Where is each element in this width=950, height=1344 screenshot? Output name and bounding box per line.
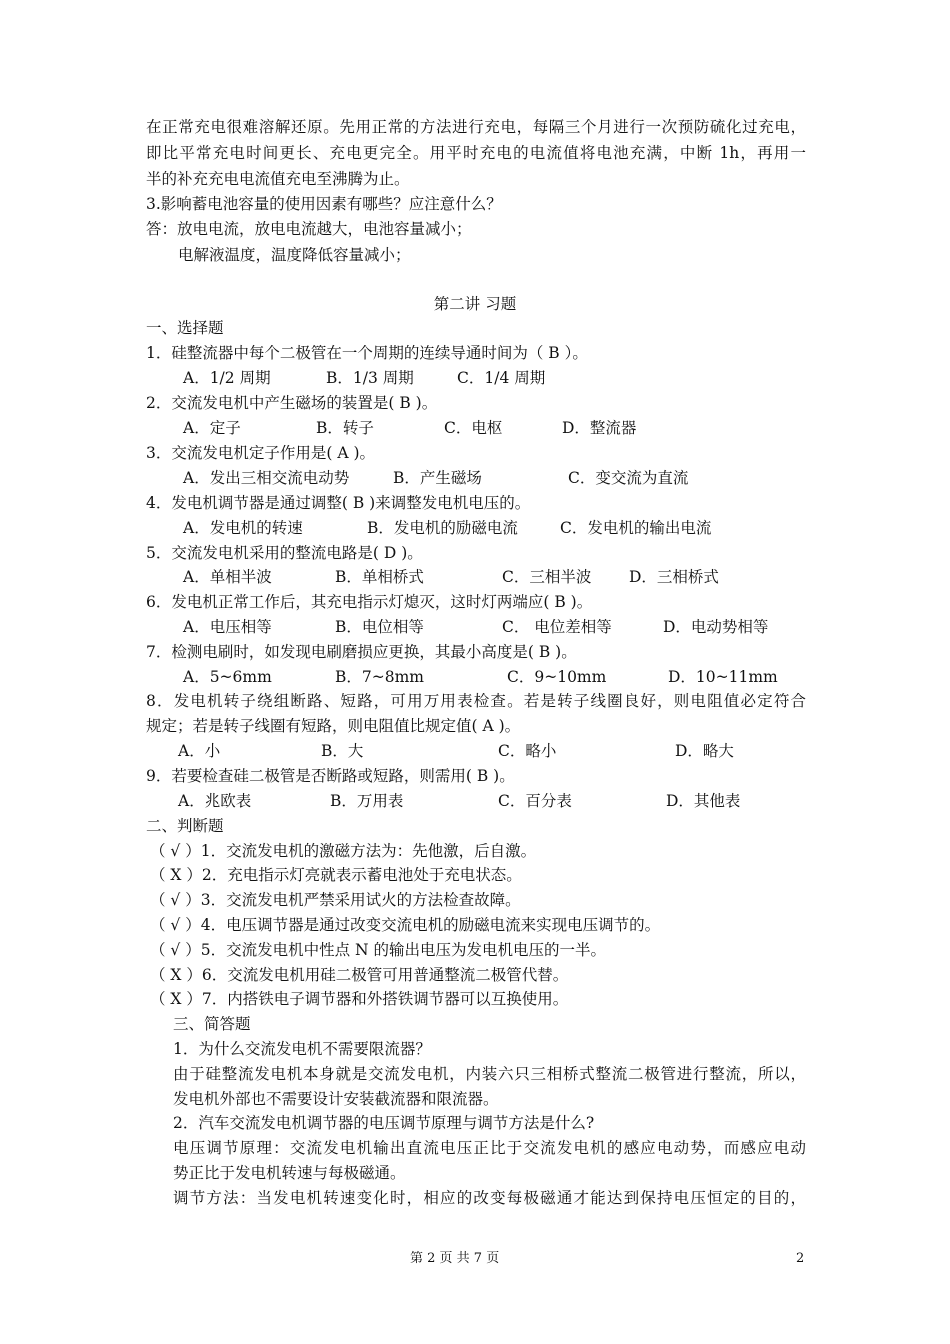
option-a: A．发出三相交流电动势 [183, 469, 350, 487]
answer-text: 电解液温度，温度降低容量减小； [178, 246, 411, 264]
question-text: 5．交流发电机采用的整流电路是( D )。 [146, 544, 423, 562]
question-text: 3．交流发电机定子作用是( A )。 [146, 444, 376, 462]
question-text: 8．发电机转子绕组断路、短路，可用万用表检查。若是转子线圈良好，则电阻值必定符合 [146, 692, 806, 710]
judge-item: （ X ）2．充电指示灯亮就表示蓄电池处于充电状态。 [150, 866, 522, 884]
option-c: C． 电位差相等 [502, 618, 612, 636]
judge-item: （ √ ）3．交流发电机严禁采用试火的方法检查故障。 [150, 891, 521, 909]
option-b: B．电位相等 [335, 618, 424, 636]
option-b: B．大 [321, 742, 364, 760]
option-b: B．发电机的励磁电流 [367, 519, 518, 537]
answer-text: 发电机外部也不需要设计安装截流器和限流器。 [173, 1090, 499, 1108]
option-c: C．9~10mm [507, 668, 607, 686]
answer-text: 答：放电电流，放电电流越大，电池容量减小； [146, 220, 472, 238]
option-b: B．产生磁场 [393, 469, 482, 487]
option-d: D．略大 [675, 742, 734, 760]
option-a: A．单相半波 [183, 568, 272, 586]
option-a: A．发电机的转速 [183, 519, 303, 537]
option-a: A．小 [178, 742, 221, 760]
option-c: C．三相半波 [502, 568, 592, 586]
question-text: 1．为什么交流发电机不需要限流器？ [173, 1040, 431, 1058]
answer-text: 势正比于发电机转速与每极磁通。 [173, 1164, 406, 1182]
judge-item: （ X ）6．交流发电机用硅二极管可用普通整流二极管代替。 [150, 966, 569, 984]
question-text: 4．发电机调节器是通过调整( B )来调整发电机电压的。 [146, 494, 531, 512]
option-a: A．电压相等 [183, 618, 272, 636]
section-heading: 一、选择题 [146, 319, 224, 337]
judge-item: （ X ）7．内搭铁电子调节器和外搭铁调节器可以互换使用。 [150, 990, 569, 1008]
option-d: D．其他表 [666, 792, 741, 810]
question-text: 9．若要检查硅二极管是否断路或短路，则需用( B )。 [146, 767, 515, 785]
answer-text: 电压调节原理：交流发电机输出直流电压正比于交流发电机的感应电动势，而感应电动 [173, 1139, 806, 1157]
paragraph-line: 在正常充电很难溶解还原。先用正常的方法进行充电，每隔三个月进行一次预防硫化过充电， [146, 118, 806, 136]
question-text: 7．检测电刷时，如发现电刷磨损应更换，其最小高度是( B )。 [146, 643, 577, 661]
option-b: B．1/3 周期 [326, 369, 414, 387]
answer-text: 调节方法：当发电机转速变化时，相应的改变每极磁通才能达到保持电压恒定的目的， [173, 1189, 806, 1207]
option-a: A．1/2 周期 [183, 369, 271, 387]
question-text: 2．交流发电机中产生磁场的装置是( B )。 [146, 394, 438, 412]
option-d: D．电动势相等 [663, 618, 769, 636]
judge-item: （ √ ）5．交流发电机中性点 N 的输出电压为发电机电压的一半。 [150, 941, 607, 959]
option-b: B．万用表 [330, 792, 404, 810]
paragraph-line: 半的补充充电电流值充电至沸腾为止。 [146, 170, 410, 188]
option-d: D．10~11mm [668, 668, 778, 686]
option-b: B．单相桥式 [335, 568, 424, 586]
option-c: C．变交流为直流 [568, 469, 689, 487]
page-footer-info: 第 2 页 共 7 页 [410, 1251, 500, 1266]
section-title: 第二讲 习题 [433, 295, 517, 313]
page-number: 2 [796, 1251, 805, 1266]
option-b: B．转子 [316, 419, 374, 437]
section-heading: 三、简答题 [173, 1015, 251, 1033]
option-d: D．三相桥式 [629, 568, 719, 586]
option-c: C．发电机的输出电流 [560, 519, 712, 537]
option-a: A．定子 [183, 419, 241, 437]
option-c: C．略小 [498, 742, 557, 760]
question-text: 规定；若是转子线圈有短路，则电阻值比规定值( A )。 [146, 717, 521, 735]
question-text: 3.影响蓄电池容量的使用因素有哪些？应注意什么？ [146, 195, 502, 213]
question-text: 1．硅整流器中每个二极管在一个周期的连续导通时间为（ B ）。 [146, 344, 588, 362]
answer-text: 由于硅整流发电机本身就是交流发电机，内装六只三相桥式整流二极管进行整流，所以， [173, 1065, 806, 1083]
option-c: C．百分表 [498, 792, 572, 810]
option-a: A．兆欧表 [178, 792, 252, 810]
section-heading: 二、判断题 [146, 817, 224, 835]
option-b: B．7~8mm [335, 668, 424, 686]
judge-item: （ √ ）4．电压调节器是通过改变交流电机的励磁电流来实现电压调节的。 [150, 916, 661, 934]
option-a: A．5~6mm [183, 668, 272, 686]
option-c: C．电枢 [444, 419, 503, 437]
question-text: 6．发电机正常工作后，其充电指示灯熄灭，这时灯两端应( B )。 [146, 593, 593, 611]
question-text: 2．汽车交流发电机调节器的电压调节原理与调节方法是什么? [173, 1114, 595, 1132]
option-c: C．1/4 周期 [457, 369, 546, 387]
judge-item: （ √ ）1．交流发电机的激磁方法为：先他激，后自激。 [150, 842, 537, 860]
paragraph-line: 即比平常充电时间更长、充电更完全。用平时充电的电流值将电池充满，中断 1h，再用一 [146, 144, 806, 162]
option-d: D．整流器 [562, 419, 637, 437]
